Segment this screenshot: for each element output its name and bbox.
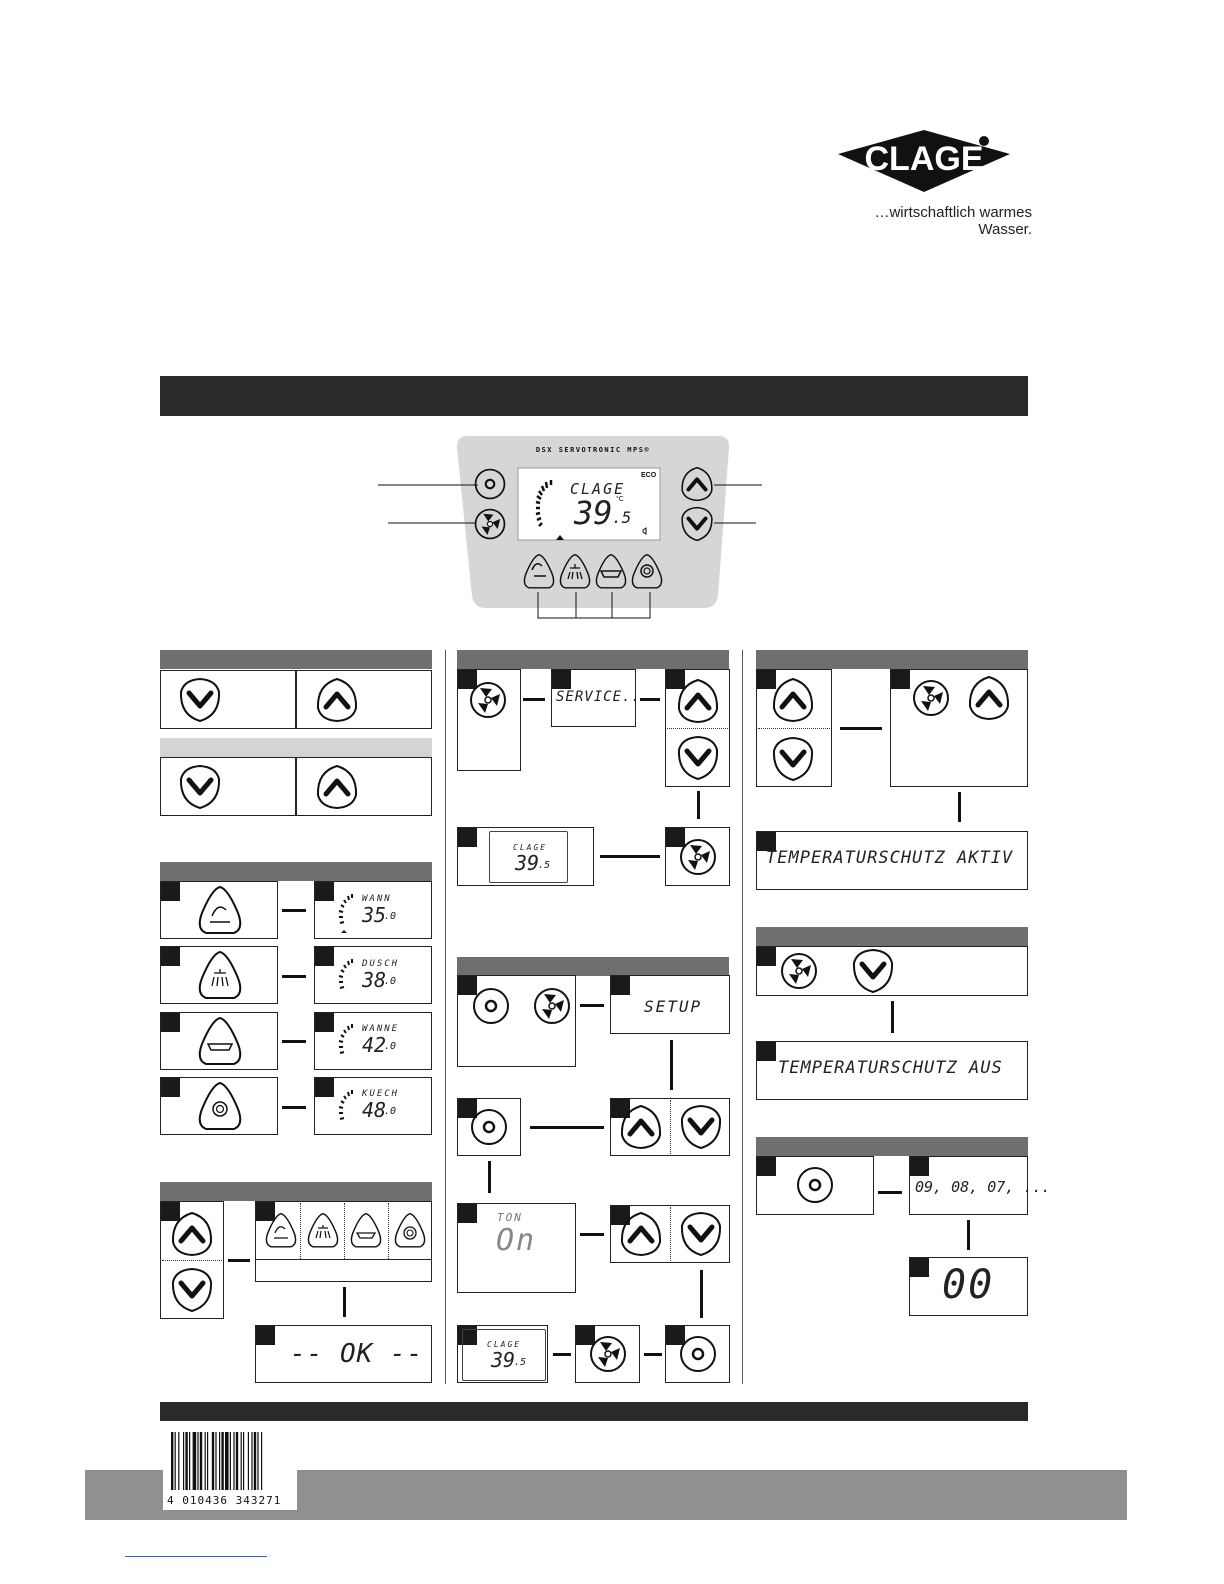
preset-label: WANNE xyxy=(362,1024,400,1034)
barcode-bar xyxy=(200,1432,202,1490)
fan-button[interactable] xyxy=(778,950,820,992)
preset-label: WANN xyxy=(362,894,392,904)
lcd-unit: °C xyxy=(616,496,624,503)
barcode-bar xyxy=(241,1432,242,1490)
barcode-bar xyxy=(219,1432,220,1490)
dotted-divider xyxy=(670,1207,671,1261)
section-header-save-preset xyxy=(160,1182,432,1201)
shower-preset-button[interactable] xyxy=(194,951,246,1001)
flow-adjust-divider xyxy=(295,757,297,816)
section-header-presets xyxy=(160,862,432,881)
arrow-right xyxy=(640,698,660,701)
eco-label: ECO xyxy=(641,472,657,479)
up-button[interactable] xyxy=(314,677,360,723)
brand-tagline: …wirtschaftlich warmes Wasser. xyxy=(874,204,1032,238)
down-button[interactable] xyxy=(177,764,223,810)
section-header-protection-off xyxy=(756,927,1028,946)
dotted-divider xyxy=(388,1203,389,1259)
barcode-bar xyxy=(212,1432,214,1490)
lcd-scale-icon xyxy=(336,890,356,936)
arrow-right xyxy=(580,1004,604,1007)
barcode-bar xyxy=(243,1432,244,1490)
fan-button[interactable] xyxy=(910,677,952,719)
fan-button[interactable] xyxy=(676,835,720,879)
countdown-sequence: 09, 08, 07, ... xyxy=(915,1178,1051,1196)
hand-wash-preset-button[interactable] xyxy=(194,886,246,936)
barcode-bar xyxy=(248,1432,249,1490)
arrow-left xyxy=(553,1353,571,1356)
preset-temp: 48 xyxy=(362,1098,387,1122)
mini-lcd-label: CLAGE xyxy=(513,843,548,852)
section-header-flow-adjust xyxy=(160,738,432,757)
fan-button[interactable] xyxy=(587,1333,629,1375)
kitchen-preset-button[interactable] xyxy=(393,1209,427,1253)
lcd-temperature: 39 xyxy=(574,494,613,532)
preset-temp: 35 xyxy=(362,903,387,927)
shower-preset-button[interactable] xyxy=(306,1209,340,1253)
arrow-left xyxy=(530,1126,604,1129)
arrow-right xyxy=(282,909,306,912)
ring-button[interactable] xyxy=(470,985,512,1027)
mini-lcd-decimal: .5 xyxy=(514,1357,527,1368)
bathtub-preset-button[interactable] xyxy=(194,1017,246,1067)
barcode-bar xyxy=(193,1432,197,1490)
arrow-down xyxy=(958,792,961,822)
ok-label: -- OK -- xyxy=(290,1339,424,1369)
up-button[interactable] xyxy=(618,1211,664,1257)
up-button[interactable] xyxy=(314,764,360,810)
preset-label: DUSCH xyxy=(362,959,400,969)
dotted-divider xyxy=(670,1100,671,1154)
barcode-bar xyxy=(189,1432,190,1490)
barcode-bar xyxy=(261,1432,262,1490)
preset-selection-rule xyxy=(256,1259,431,1260)
down-button[interactable] xyxy=(770,736,816,782)
countdown-end-label: 00 xyxy=(942,1262,995,1308)
bottom-link-rule xyxy=(125,1556,267,1557)
down-button[interactable] xyxy=(177,677,223,723)
bathtub-preset-button[interactable] xyxy=(349,1209,383,1253)
arrow-right xyxy=(282,1106,306,1109)
up-button[interactable] xyxy=(770,677,816,723)
arrow-down xyxy=(697,791,700,819)
kitchen-preset-button[interactable] xyxy=(194,1082,246,1132)
clage-logo xyxy=(836,128,1012,194)
barcode-bar xyxy=(251,1432,252,1490)
barcode-bar xyxy=(257,1432,258,1490)
arrow-down xyxy=(670,1040,673,1090)
dotted-divider xyxy=(667,728,728,729)
footer-bar xyxy=(160,1402,1028,1421)
up-button[interactable] xyxy=(618,1104,664,1150)
arrow-right xyxy=(878,1191,902,1194)
barcode-bar xyxy=(197,1432,198,1490)
arrow-right xyxy=(228,1259,250,1262)
mini-lcd-decimal: .5 xyxy=(538,860,551,871)
lcd-temperature-decimal: .5 xyxy=(612,508,632,527)
dotted-divider xyxy=(758,728,830,729)
service-label: SERVICE... xyxy=(556,689,651,705)
barcode-bar xyxy=(183,1432,184,1490)
section-header-temp-adjust xyxy=(160,650,432,669)
up-button[interactable] xyxy=(966,675,1012,721)
barcode-bar xyxy=(171,1432,173,1490)
on-label: On xyxy=(496,1223,537,1258)
preset-label: KUECH xyxy=(362,1089,400,1099)
arrow-right xyxy=(840,727,882,730)
down-button[interactable] xyxy=(678,1104,724,1150)
up-button[interactable] xyxy=(169,1211,215,1257)
section-header-service xyxy=(457,650,729,669)
arrow-down xyxy=(488,1161,491,1193)
temp-adjust-divider xyxy=(295,670,297,729)
dotted-divider xyxy=(162,1260,222,1261)
panel-callout-lines xyxy=(370,480,770,630)
arrow-down xyxy=(343,1287,346,1317)
preset-decimal: .0 xyxy=(384,911,397,922)
preset-decimal: .0 xyxy=(384,1106,397,1117)
logo-wordmark: CLAGE xyxy=(864,140,984,178)
model-label: DSX SERVOTRONIC MPS® xyxy=(535,446,651,454)
down-button[interactable] xyxy=(675,735,721,781)
arrow-right xyxy=(282,1040,306,1043)
arrow-down xyxy=(700,1270,703,1318)
arrow-left xyxy=(600,855,660,858)
ton-label: TON xyxy=(497,1211,523,1224)
preset-decimal: .0 xyxy=(384,1041,397,1052)
barcode-bar xyxy=(233,1432,234,1490)
lcd-scale-icon xyxy=(336,955,356,1001)
fan-button[interactable] xyxy=(466,678,510,722)
barcode-digits: 4 010436 343271 xyxy=(167,1494,282,1507)
dotted-divider xyxy=(344,1203,345,1259)
down-button[interactable] xyxy=(850,948,896,994)
section-header-countdown xyxy=(756,1137,1028,1156)
title-bar xyxy=(160,376,1028,416)
barcode-bar xyxy=(215,1432,216,1490)
column-separator-right xyxy=(742,650,743,1384)
fan-button[interactable] xyxy=(531,985,573,1027)
barcode-bar xyxy=(230,1432,231,1490)
arrow-right xyxy=(580,1233,604,1236)
preset-temp: 38 xyxy=(362,968,387,992)
barcode-bar xyxy=(254,1432,256,1490)
mini-lcd-label: CLAGE xyxy=(487,1340,522,1349)
preset-decimal: .0 xyxy=(384,976,397,987)
preset-temp: 42 xyxy=(362,1033,387,1057)
dotted-divider xyxy=(300,1203,301,1259)
barcode-bar xyxy=(221,1432,223,1490)
arrow-right xyxy=(282,975,306,978)
barcode xyxy=(163,1430,297,1510)
down-button[interactable] xyxy=(169,1267,215,1313)
lcd-scale-icon xyxy=(336,1086,356,1132)
arrow-down xyxy=(891,1001,894,1033)
lcd-scale-icon xyxy=(336,1020,356,1066)
arrow-right xyxy=(523,698,545,701)
up-button[interactable] xyxy=(675,678,721,724)
section-header-temp-protection xyxy=(756,650,1028,669)
protection-off-label: TEMPERATURSCHUTZ AUS xyxy=(778,1058,1003,1078)
barcode-bar xyxy=(175,1432,176,1490)
barcode-bar xyxy=(236,1432,238,1490)
arrow-left xyxy=(644,1353,662,1356)
ring-button[interactable] xyxy=(794,1164,836,1206)
barcode-bar xyxy=(178,1432,179,1490)
setup-label: SETUP xyxy=(644,997,703,1016)
column-separator-left xyxy=(445,650,446,1384)
ring-button[interactable] xyxy=(468,1106,510,1148)
barcode-bar xyxy=(185,1432,187,1490)
lcd-mode-label: CLAGE xyxy=(570,480,626,498)
ring-button[interactable] xyxy=(677,1333,719,1375)
protection-active-label: TEMPERATURSCHUTZ AKTIV xyxy=(766,848,1014,868)
section-header-setup xyxy=(457,957,729,976)
mini-lcd-temp: 39 xyxy=(515,851,540,875)
barcode-bar xyxy=(225,1432,229,1490)
barcode-bar xyxy=(205,1432,206,1490)
arrow-down xyxy=(967,1220,970,1250)
mini-lcd-temp: 39 xyxy=(491,1348,516,1372)
barcode-bar xyxy=(207,1432,208,1490)
hand-wash-preset-button[interactable] xyxy=(264,1209,298,1253)
down-button[interactable] xyxy=(678,1211,724,1257)
